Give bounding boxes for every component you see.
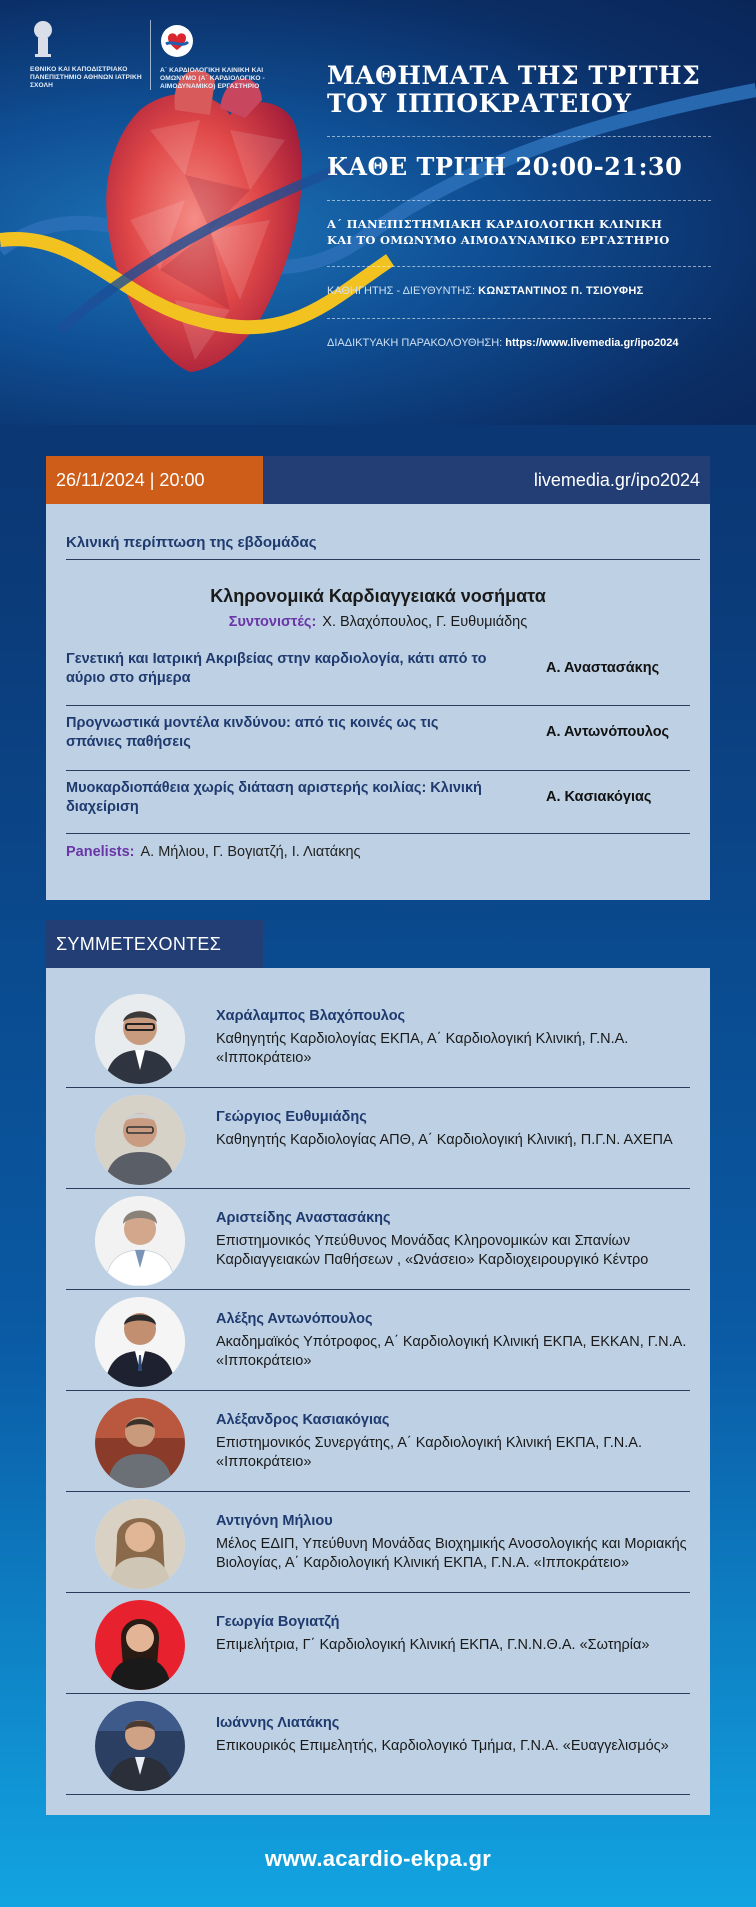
participant-name: Αλέξης Αντωνόπουλος xyxy=(216,1311,373,1327)
divider xyxy=(66,833,690,834)
university-logo xyxy=(30,18,160,90)
divider xyxy=(66,1693,690,1694)
program-header-bar xyxy=(46,456,710,504)
participant-name: Γεώργιος Ευθυμιάδης xyxy=(216,1109,367,1125)
talk-title: Γενετική και Ιατρική Ακριβείας στην καρδιολογία, κάτι από το αύριο στο σήμερα xyxy=(66,651,487,686)
logo-divider xyxy=(150,20,151,90)
header-online xyxy=(327,337,727,349)
participant-row xyxy=(46,1089,710,1189)
participant-name: Αριστείδης Αναστασάκης xyxy=(216,1210,391,1226)
divider xyxy=(66,559,700,560)
participant-row xyxy=(46,1190,710,1290)
participants-heading: ΣΥΜΜΕΤΕΧΟΝΤΕΣ xyxy=(46,920,263,968)
participant-role: Μέλος ΕΔΙΠ, Υπεύθυνη Μονάδας Βιοχημικής Ανοσολογικής και Μοριακής Βιολογίας, Α΄ Καρδιολογική Κλινική ΕΚΠΑ, Γ.Ν.Α. «Ιπποκράτειο» xyxy=(216,1536,687,1571)
participant-role: Καθηγητής Καρδιολογίας ΕΚΠΑ, Α΄ Καρδιολογική Κλινική, Γ.Ν.Α. «Ιπποκράτειο» xyxy=(216,1031,629,1066)
talk-title: Προγνωστικά μοντέλα κινδύνου: από τις κοινές ως τις σπάνιες παθήσεις xyxy=(66,715,439,750)
participant-name: Αλέξανδρος Κασιακόγιας xyxy=(216,1412,390,1428)
program-card xyxy=(46,504,710,900)
panelists-names: Α. Μήλιου, Γ. Βογιατζή, Ι. Λιατάκης xyxy=(140,844,361,860)
coordinators xyxy=(46,614,710,630)
avatar xyxy=(95,1398,185,1488)
participant-name: Ιωάννης Λιατάκης xyxy=(216,1715,340,1731)
panelists-label: Panelists: xyxy=(66,844,135,860)
talk-speaker: Α. Αναστασάκης xyxy=(546,660,660,676)
talk-title: Μυοκαρδιοπάθεια χωρίς διάταση αριστερής κοιλίας: Κλινική διαχείριση xyxy=(66,780,482,815)
participant-row xyxy=(46,1392,710,1492)
participant-row xyxy=(46,1291,710,1391)
participant-name: Χαράλαμπος Βλαχόπουλος xyxy=(216,1008,406,1024)
coordinators-names: Χ. Βλαχόπουλος, Γ. Ευθυμιάδης xyxy=(322,614,528,630)
avatar xyxy=(95,1701,185,1791)
online-url-link[interactable]: https://www.livemedia.gr/ipo2024 xyxy=(505,337,679,349)
avatar xyxy=(95,1499,185,1589)
header-divider xyxy=(327,266,711,267)
participant-row xyxy=(46,1493,710,1593)
talk-speaker: Α. Αντωνόπουλος xyxy=(546,724,670,740)
participant-name: Αντιγόνη Μήλιου xyxy=(216,1513,333,1529)
panelists xyxy=(66,844,361,860)
talk-speaker: Α. Κασιακόγιας xyxy=(546,789,652,805)
divider xyxy=(66,1794,690,1795)
divider xyxy=(66,1188,690,1189)
online-label: ΔΙΑΔΙΚΤΥΑΚΗ ΠΑΡΑΚΟΛΟΥΘΗΣΗ: xyxy=(327,337,503,349)
participant-role: Επιστημονικός Υπεύθυνος Μονάδας Κληρονομικών και Σπανίων Καρδιαγγειακών Παθήσεων , «Ωνάσειο» Καρδιοχειρουργικό Κέντρο xyxy=(216,1233,649,1268)
cardiology-emblem-icon xyxy=(160,24,194,58)
footer-website-link[interactable]: www.acardio-ekpa.gr xyxy=(264,1846,492,1871)
header-title-line1: ΜΑΘΗΜΑΤΑ ΤΗΣ ΤΡΙΤΗΣ xyxy=(327,61,701,90)
avatar xyxy=(95,1600,185,1690)
topic-title: Κληρονομικά Καρδιαγγειακά νοσήματα xyxy=(210,586,546,606)
divider xyxy=(66,1087,690,1088)
avatar xyxy=(95,1095,185,1185)
header-department-line2: ΚΑΙ ΤΟ ΟΜΩΝΥΜΟ ΑΙΜΟΔΥΝΑΜΙΚΟ ΕΡΓΑΣΤΗΡΙΟ xyxy=(327,233,670,247)
program-link[interactable]: livemedia.gr/ipo2024 xyxy=(533,470,700,490)
header-department xyxy=(327,216,717,248)
participant-name: Γεωργία Βογιατζή xyxy=(216,1614,340,1630)
header-divider xyxy=(327,318,711,319)
divider xyxy=(66,1491,690,1492)
coordinators-label: Συντονιστές: xyxy=(228,614,317,630)
divider xyxy=(66,1289,690,1290)
cardiology-logo xyxy=(160,24,300,91)
header-title-line2: ΤΟΥ ΙΠΠΟΚΡΑΤΕΙΟΥ xyxy=(327,89,632,118)
participant-row xyxy=(46,988,710,1088)
divider xyxy=(66,1390,690,1391)
divider xyxy=(66,770,690,771)
header-divider xyxy=(327,136,711,137)
professor-label: ΚΑΘΗΓΗΤΗΣ - ΔΙΕΥΘΥΝΤΗΣ: xyxy=(327,285,476,297)
header-schedule: ΚΑΘΕ ΤΡΙΤΗ 20:00-21:30 xyxy=(327,152,683,181)
participant-role: Επιστημονικός Συνεργάτης, Α΄ Καρδιολογική Κλινική ΕΚΠΑ, Γ.Ν.Α. «Ιπποκράτειο» xyxy=(216,1435,642,1470)
program-date-time: 26/11/2024 | 20:00 xyxy=(46,456,263,504)
participant-row xyxy=(46,1594,710,1694)
participants-card xyxy=(46,968,710,1815)
university-logo-text: ΕΘΝΙΚΟ ΚΑΙ ΚΑΠΟΔΙΣΤΡΙΑΚΟ ΠΑΝΕΠΙΣΤΗΜΙΟ ΑΘΗΝΩΝ ΙΑΤΡΙΚΗ ΣΧΟΛΗ xyxy=(30,66,142,89)
participant-role: Ακαδημαϊκός Υπότροφος, Α΄ Καρδιολογική Κλινική ΕΚΠΑ, ΕΚΚΑΝ, Γ.Ν.Α. «Ιπποκράτειο» xyxy=(216,1334,687,1369)
header-divider xyxy=(327,200,711,201)
participant-row xyxy=(46,1695,710,1795)
divider xyxy=(66,1592,690,1593)
header-professor xyxy=(327,285,727,297)
avatar xyxy=(95,994,185,1084)
professor-name: ΚΩΝΣΤΑΝΤΙΝΟΣ Π. ΤΣΙΟΥΦΗΣ xyxy=(478,285,644,297)
cardiology-logo-text: Α΄ ΚΑΡΔΙΟΛΟΓΙΚΗ ΚΛΙΝΙΚΗ ΚΑΙ ΟΜΩΝΥΜΟ (Α΄ ΚΑΡΔΙΟΛΟΓΙΚΟ - ΑΙΜΟΔΥΝΑΜΙΚΟ) ΕΡΓΑΣΤΗΡΙΟ xyxy=(160,67,265,90)
avatar xyxy=(95,1297,185,1387)
header-banner xyxy=(0,0,756,425)
divider xyxy=(66,705,690,706)
header-title xyxy=(327,62,727,118)
participant-role: Επιμελήτρια, Γ΄ Καρδιολογική Κλινική ΕΚΠΑ, Γ.Ν.Ν.Θ.Α. «Σωτηρία» xyxy=(216,1637,650,1653)
avatar xyxy=(95,1196,185,1286)
case-label: Κλινική περίπτωση της εβδομάδας xyxy=(66,534,317,551)
header-department-line1: Α΄ ΠΑΝΕΠΙΣΤΗΜΙΑΚΗ ΚΑΡΔΙΟΛΟΓΙΚΗ ΚΛΙΝΙΚΗ xyxy=(327,217,663,231)
participant-role: Επικουρικός Επιμελητής, Καρδιολογικό Τμήμα, Γ.Ν.Α. «Ευαγγελισμός» xyxy=(216,1738,669,1754)
participant-role: Καθηγητής Καρδιολογίας ΑΠΘ, Α΄ Καρδιολογική Κλινική, Π.Γ.Ν. ΑΧΕΠΑ xyxy=(216,1132,673,1148)
university-seal-icon xyxy=(30,18,56,58)
